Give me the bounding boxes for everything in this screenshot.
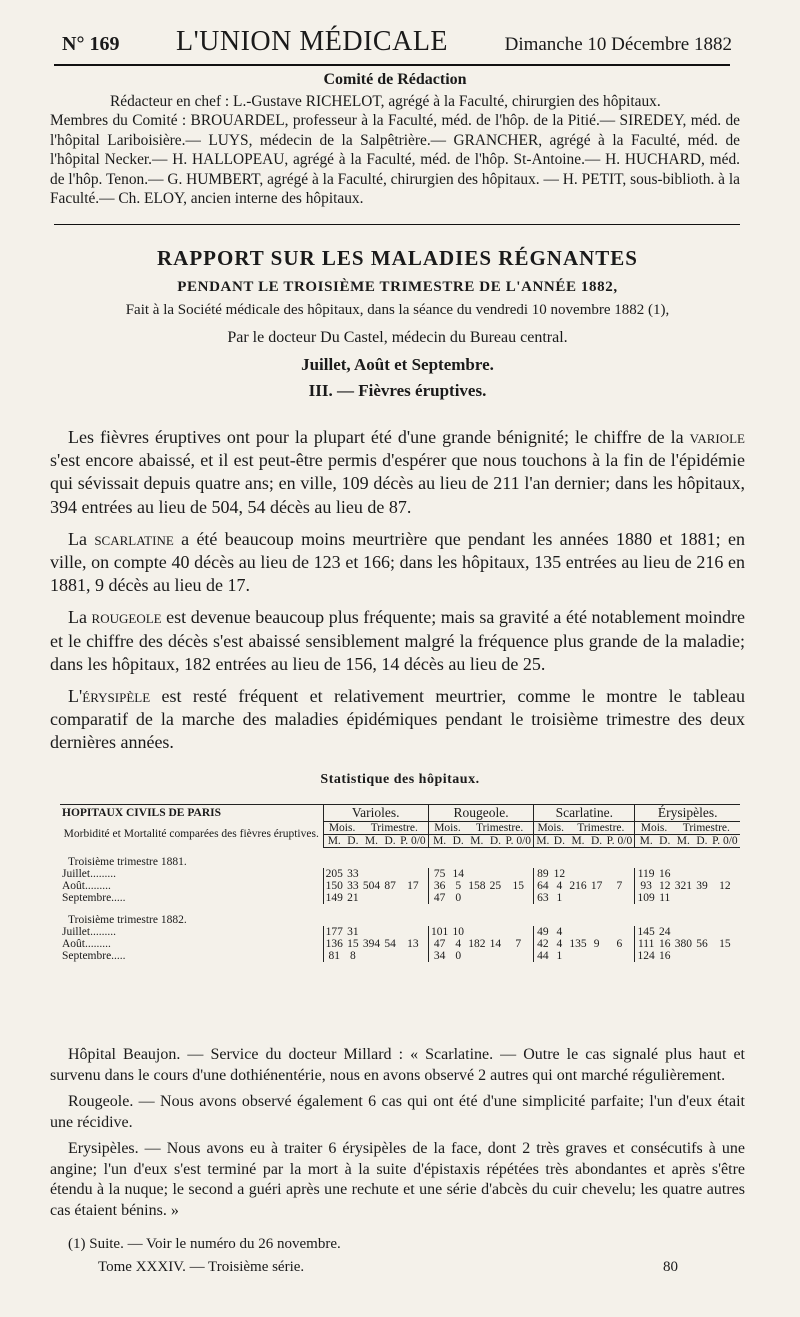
month-label: Septembre..... [60, 892, 323, 904]
table-cell: 33 [347, 868, 359, 880]
table-cell [589, 926, 605, 938]
col-d: D. [657, 835, 673, 848]
table-cell [488, 926, 504, 938]
table-cell: 16 [659, 868, 671, 880]
table-cell: 4 [556, 926, 563, 938]
table-cell: 17 [407, 880, 419, 892]
table-cell: 205 [323, 868, 345, 880]
table-cell: 10 [452, 926, 464, 938]
footnote: (1) Suite. — Voir le numéro du 26 novembre. [68, 1236, 341, 1252]
table-cell [567, 926, 589, 938]
table-cell [567, 950, 589, 962]
table-cell: 42 [534, 938, 552, 950]
group-scarlatine: Scarlatine. [534, 805, 635, 822]
month-label: Août......... [60, 938, 323, 950]
table-cell: 16 [659, 938, 671, 950]
article-title: RAPPORT SUR LES MALADIES RÉGNANTES [157, 246, 638, 270]
mois-header: Mois. [635, 822, 673, 835]
col-m: M. [323, 835, 345, 848]
table-cell [398, 868, 428, 880]
table-cell: 6 [616, 938, 623, 950]
table-cell [694, 868, 710, 880]
table-cell [710, 950, 740, 962]
table-cell: 1 [556, 950, 563, 962]
table-cell: 47 [428, 892, 450, 904]
table-cell: 119 [635, 868, 657, 880]
rows-1881 [60, 868, 740, 904]
page-number: 80 [663, 1259, 678, 1275]
table-cell [488, 950, 504, 962]
post-paragraph-erysipeles: Erysipèles. — Nous avons eu à traiter 6 érysipèles de la face, dont 2 très graves et consécutifs à une angine; l'un d'eux s'est terminé par la mort à la suite d'épistaxis répétées très abondantes et après s'être étendu à la nuque; le second a guéri après une rechute et une série d'abcès du cuir chevelu; les quatre autres cas étaient bénins. » [50, 1140, 745, 1219]
table-cell: 15 [719, 938, 731, 950]
table-cell [503, 950, 533, 962]
table-cell: 0 [455, 892, 462, 904]
table-cell [398, 892, 428, 904]
table-cell [382, 892, 398, 904]
table-cell [466, 892, 488, 904]
table-cell: 24 [659, 926, 671, 938]
article-occasion: Fait à la Société médicale des hôpitaux, dans la séance du vendredi 10 novembre 1882 (1), [125, 302, 670, 318]
table-cell [604, 868, 634, 880]
table-cell: 7 [515, 938, 522, 950]
header-rule [54, 64, 730, 66]
table-cell: 87 [384, 880, 396, 892]
table-cell: 36 [428, 880, 450, 892]
col-p: P. 0/0 [604, 835, 634, 848]
col-p: P. 0/0 [398, 835, 428, 848]
table-cell: 216 [569, 880, 587, 892]
committee-members: Membres du Comité : BROUARDEL, professeur à la Faculté, méd. de l'hôp. de la Pitié.— SIREDEY, méd. de l'hôpital Lariboisière.— LUYS, médecin de la Salpêtrière.— GRANCHER, agrégé à la Faculté, méd. de l'hôpital Necker.— H. HALLOPEAU, agrégé à la Faculté, méd. de l'hôp. St-Antoine.— H. HUCHARD, méd. de l'hôp. Tenon.— G. HUMBERT, agrégé à la Faculté, chirurgien des hôpitaux. — H. PETIT, sous-biblioth. à la Faculté.— Ch. ELOY, ancien interne des hôpitaux. [50, 112, 740, 207]
table-cell: 0 [455, 950, 462, 962]
trimestre-header: Trimestre. [476, 822, 524, 834]
paragraph-scarlatine: La scarlatine a été beaucoup moins meurtrière que pendant les années 1880 et 1881; en ville, on compte 40 décès au lieu de 123 et 166; dans les hôpitaux, 135 entrées au lieu de 216 en 1881, 9 décès au lieu de 17. [50, 528, 745, 596]
table-cell: 31 [347, 926, 359, 938]
table-cell: 124 [635, 950, 657, 962]
table-cell: 11 [659, 892, 671, 904]
table-cell: 63 [534, 892, 552, 904]
table-title: Statistique des hôpitaux. [320, 772, 480, 787]
tome-series: Tome XXXIV. — Troisième série. [98, 1259, 305, 1275]
table-cell: 25 [489, 880, 502, 892]
table-cell: 15 [347, 938, 359, 950]
table-cell: 136 [323, 938, 345, 950]
table-cell: 33 [347, 880, 359, 892]
table-cell: 5 [455, 880, 462, 892]
group-rougeole: Rougeole. [428, 805, 533, 822]
trimestre-header: Trimestre. [370, 822, 418, 834]
table-cell [361, 892, 383, 904]
table-corner-title: HOPITAUX CIVILS DE PARIS [60, 805, 323, 822]
month-label: Septembre..... [60, 950, 323, 962]
table-cell [382, 868, 398, 880]
table-cell: 150 [323, 880, 345, 892]
col-d: D. [382, 835, 398, 848]
table-cell: 14 [489, 938, 502, 950]
editorial-committee [50, 70, 740, 209]
table-cell: 504 [362, 880, 381, 892]
post-paragraph-scarlatine: Hôpital Beaujon. — Service du docteur Millard : « Scarlatine. — Outre le cas signalé plus haut et survenu dans le cours d'une dothiénentérie, nous en avons observé 2 autres qui ont marché régulièrement. [50, 1046, 745, 1084]
table-cell: 93 [635, 880, 657, 892]
table-cell: 135 [569, 938, 587, 950]
col-d: D. [589, 835, 605, 848]
table-cell [710, 926, 740, 938]
table-cell [503, 892, 533, 904]
table-cell [466, 926, 488, 938]
running-header [62, 26, 732, 60]
paragraph-rougeole: La rougeole est devenue beaucoup plus fréquente; mais sa gravité a été notablement moindre et le chiffre des décès s'est abaissé sensiblement malgré la fréquence plus grande de la maladie; dans les hôpitaux, 182 entrées au lieu de 156, 14 décès au lieu de 25. [50, 607, 745, 674]
table-cell [361, 950, 383, 962]
table-cell [710, 892, 740, 904]
col-m: M. [466, 835, 488, 848]
col-m: M. [567, 835, 589, 848]
table-cell [673, 892, 695, 904]
article-heading [50, 246, 745, 401]
table-cell: 14 [452, 868, 464, 880]
col-p: P. 0/0 [503, 835, 533, 848]
table-cell: 380 [674, 938, 692, 950]
table-cell: 145 [635, 926, 657, 938]
table-cell: 109 [635, 892, 657, 904]
mois-header: Mois. [428, 822, 466, 835]
table-cell: 75 [428, 868, 450, 880]
group-erysipeles: Érysipèles. [635, 805, 740, 822]
table-cell [466, 950, 488, 962]
mois-header: Mois. [323, 822, 361, 835]
table-cell [589, 950, 605, 962]
table-cell [503, 868, 533, 880]
table-cell: 81 [323, 950, 345, 962]
paragraph-variole: Les fièvres éruptives ont pour la plupart été d'une grande bénignité; le chiffre de la variole s'est encore abaissé, et il est peut-être permis d'espérer que nous touchons à la fin de l'épidémie qui sévissait depuis quatre ans; en ville, 109 décès au lieu de 211 l'an dernier; dans les hôpitaux, 394 entrées au lieu de 504, 54 décès au lieu de 87. [50, 427, 745, 517]
editor-in-chief: Rédacteur en chef : L.-Gustave RICHELOT, agrégé à la Faculté, chirurgien des hôpitaux. [110, 92, 661, 110]
table-cell: 101 [428, 926, 450, 938]
table-cell: 56 [696, 938, 708, 950]
trimestre-header: Trimestre. [682, 822, 730, 834]
mois-header: Mois. [534, 822, 568, 835]
table-cell [694, 950, 710, 962]
col-m: M. [361, 835, 383, 848]
table-cell: 12 [719, 880, 731, 892]
table-cell [466, 868, 488, 880]
table-cell [398, 950, 428, 962]
article-subtitle: PENDANT LE TROISIÈME TRIMESTRE DE L'ANNÉE 1882, [177, 279, 618, 295]
beaujon-report [50, 1045, 745, 1227]
committee-title: Comité de Rédaction [323, 71, 467, 88]
table-cell [710, 868, 740, 880]
table-cell: 89 [534, 868, 552, 880]
table-cell: 47 [428, 938, 450, 950]
table-cell [361, 926, 383, 938]
table-cell: 4 [556, 880, 563, 892]
table-cell [694, 892, 710, 904]
col-m: M. [635, 835, 657, 848]
table-cell: 7 [616, 880, 623, 892]
statistics-table [60, 804, 740, 962]
col-p: P. 0/0 [710, 835, 740, 848]
col-d: D. [488, 835, 504, 848]
table-cell: 21 [347, 892, 359, 904]
table-cell [567, 892, 589, 904]
table-cell: 54 [384, 938, 396, 950]
table-cell [673, 926, 695, 938]
month-label: Juillet......... [60, 868, 323, 880]
trimestre-header: Trimestre. [577, 822, 625, 834]
table-cell: 158 [468, 880, 486, 892]
table-cell: 4 [455, 938, 462, 950]
table-cell: 321 [674, 880, 692, 892]
table-cell: 16 [659, 950, 671, 962]
col-m: M. [673, 835, 695, 848]
group-varioles: Varioles. [323, 805, 428, 822]
table-cell: 13 [407, 938, 419, 950]
col-m: M. [534, 835, 552, 848]
year-1882-label: Troisième trimestre 1882. [68, 914, 187, 926]
table-cell: 17 [590, 880, 603, 892]
rows-1882 [60, 926, 740, 962]
table-cell: 177 [323, 926, 345, 938]
table-corner-subtitle: Morbidité et Mortalité comparées des fièvres éruptives. [60, 822, 323, 848]
table-cell: 12 [553, 868, 566, 880]
table-cell: 111 [635, 938, 657, 950]
table-cell [589, 892, 605, 904]
table-cell: 15 [512, 880, 524, 892]
table-cell: 12 [659, 880, 671, 892]
table-cell: 4 [556, 938, 563, 950]
table-cell [673, 950, 695, 962]
col-m: M. [428, 835, 450, 848]
table-cell: 49 [534, 926, 552, 938]
col-d: D. [450, 835, 466, 848]
issue-date: Dimanche 10 Décembre 1882 [504, 34, 732, 55]
page-footer [68, 1236, 740, 1276]
table-cell: 64 [534, 880, 552, 892]
post-paragraph-rougeole: Rougeole. — Nous avons observé également 6 cas qui ont été d'une simplicité parfaite; l'un d'eux était une récidive. [50, 1093, 745, 1131]
table-cell: 9 [593, 938, 600, 950]
table-cell [503, 926, 533, 938]
table-cell [488, 892, 504, 904]
table-cell [604, 926, 634, 938]
month-label: Août......... [60, 880, 323, 892]
paragraph-erysipele: L'érysipèle est resté fréquent et relativement meurtrier, comme le montre le tableau comparatif de la marche des maladies épidémiques pendant le troisième trimestre des deux dernières années. [50, 686, 745, 753]
issue-number: N° 169 [62, 33, 120, 55]
table-cell [361, 868, 383, 880]
section-heading: III. — Fièvres éruptives. [308, 381, 487, 400]
article-author: Par le docteur Du Castel, médecin du Bureau central. [227, 329, 568, 346]
table-cell: 1 [556, 892, 563, 904]
table-cell [604, 892, 634, 904]
table-cell [382, 950, 398, 962]
section-rule [54, 224, 740, 225]
table-cell: 34 [428, 950, 450, 962]
table-cell: 182 [468, 938, 486, 950]
article-body [50, 426, 745, 764]
table-cell: 149 [323, 892, 345, 904]
article-period: Juillet, Août et Septembre. [301, 355, 494, 374]
table-cell [567, 868, 589, 880]
table-cell [604, 950, 634, 962]
table-cell: 39 [696, 880, 708, 892]
table-cell [694, 926, 710, 938]
table-cell: 394 [362, 938, 381, 950]
col-d: D. [694, 835, 710, 848]
table-cell [382, 926, 398, 938]
table-cell: 44 [534, 950, 552, 962]
journal-title: L'UNION MÉDICALE [176, 26, 449, 57]
col-d: D. [552, 835, 568, 848]
table-cell: 8 [349, 950, 356, 962]
table-cell [488, 868, 504, 880]
table-cell [589, 868, 605, 880]
table-cell [398, 926, 428, 938]
year-1881-label: Troisième trimestre 1881. [68, 856, 187, 868]
col-d: D. [345, 835, 361, 848]
month-label: Juillet......... [60, 926, 323, 938]
table-cell [673, 868, 695, 880]
